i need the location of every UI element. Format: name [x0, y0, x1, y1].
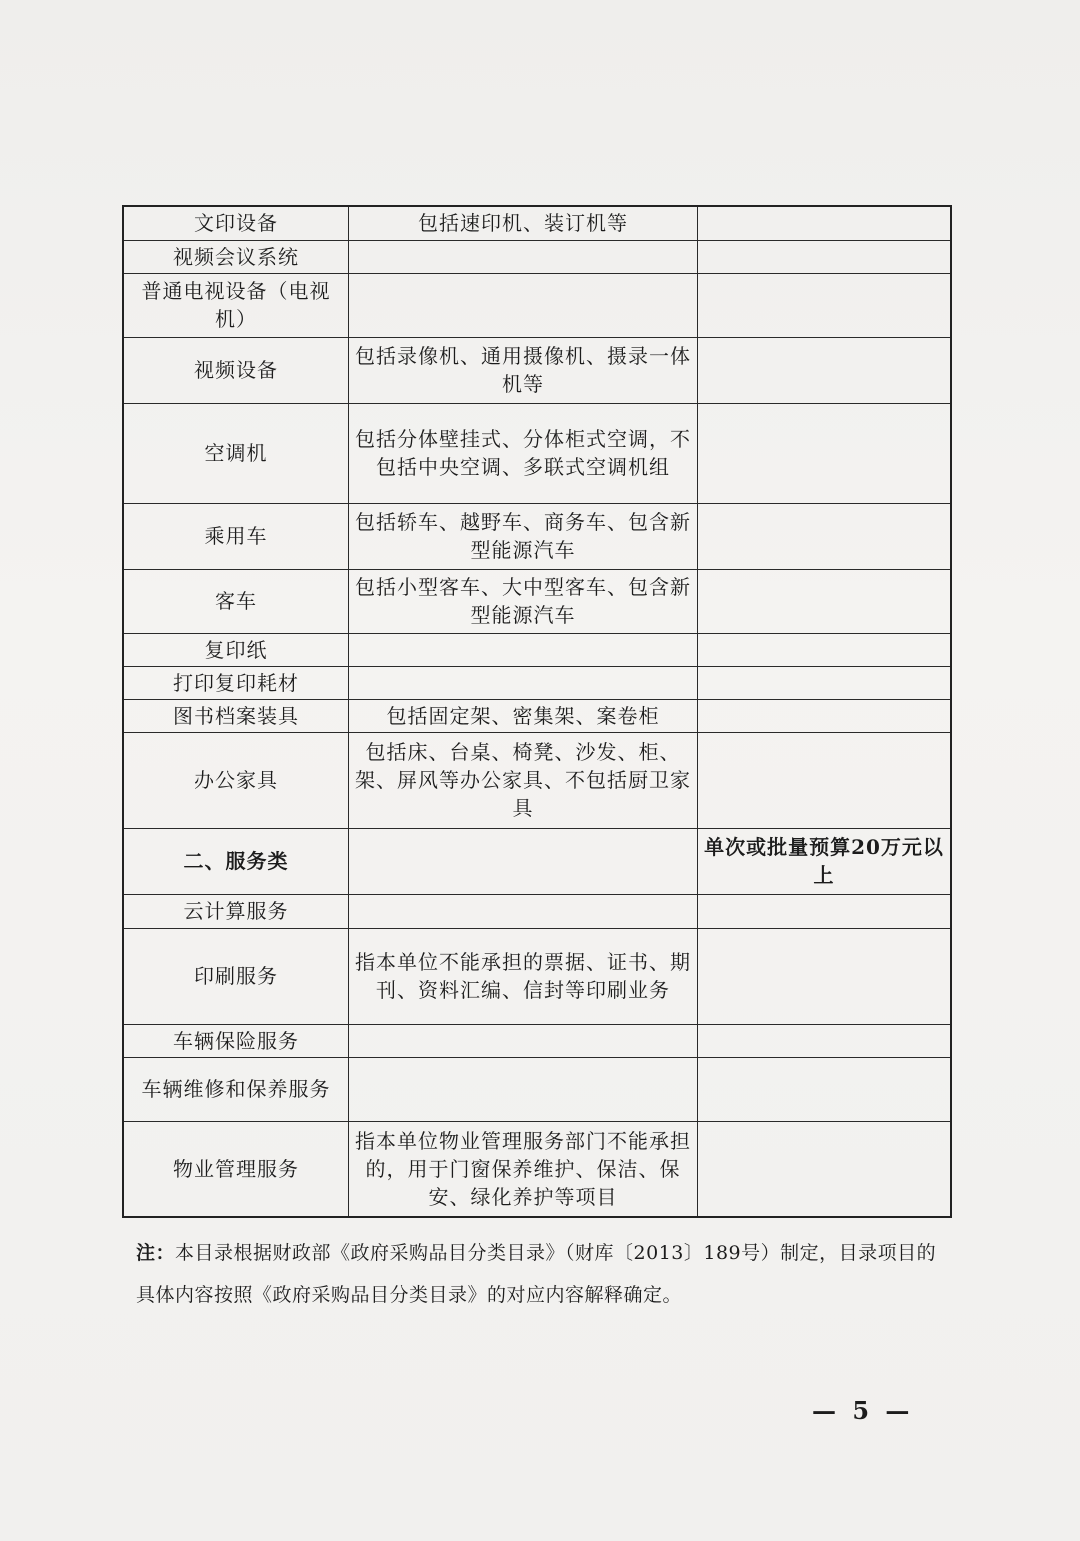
item-name-cell: 办公家具 [123, 732, 349, 828]
threshold-cell [698, 337, 952, 403]
category-heading-cell: 二、服务类 [123, 828, 349, 894]
threshold-cell [698, 894, 952, 928]
description-cell [349, 1024, 698, 1057]
item-name-cell: 车辆保险服务 [123, 1024, 349, 1057]
description-cell: 包括录像机、通用摄像机、摄录一体机等 [349, 337, 698, 403]
table-row [123, 503, 951, 569]
item-name-cell: 乘用车 [123, 503, 349, 569]
description-cell: 包括固定架、密集架、案卷柜 [349, 699, 698, 732]
description-cell: 包括分体壁挂式、分体柜式空调，不包括中央空调、多联式空调机组 [349, 403, 698, 503]
table-row [123, 699, 951, 732]
table-row [123, 928, 951, 1024]
threshold-cell [698, 403, 952, 503]
table-row [123, 569, 951, 633]
table-row [123, 633, 951, 666]
table-row [123, 894, 951, 928]
item-name-cell: 打印复印耗材 [123, 666, 349, 699]
catalog-table-wrapper [122, 205, 942, 1218]
item-name-cell: 视频设备 [123, 337, 349, 403]
description-cell [349, 273, 698, 337]
item-name-cell: 图书档案装具 [123, 699, 349, 732]
description-cell [349, 666, 698, 699]
table-row [123, 206, 951, 240]
table-row [123, 666, 951, 699]
description-cell: 包括小型客车、大中型客车、包含新型能源汽车 [349, 569, 698, 633]
threshold-cell [698, 699, 952, 732]
item-name-cell: 车辆维修和保养服务 [123, 1057, 349, 1121]
threshold-cell [698, 240, 952, 273]
description-cell [349, 633, 698, 666]
procurement-catalog-table [122, 205, 952, 1218]
table-row [123, 240, 951, 273]
description-cell: 指本单位物业管理服务部门不能承担的，用于门窗保养维护、保洁、保安、绿化养护等项目 [349, 1121, 698, 1217]
table-row [123, 403, 951, 503]
item-name-cell: 云计算服务 [123, 894, 349, 928]
item-name-cell: 物业管理服务 [123, 1121, 349, 1217]
item-name-cell: 空调机 [123, 403, 349, 503]
description-cell: 包括速印机、装订机等 [349, 206, 698, 240]
table-row [123, 1121, 951, 1217]
description-cell: 包括轿车、越野车、商务车、包含新型能源汽车 [349, 503, 698, 569]
threshold-cell [698, 633, 952, 666]
table-row [123, 337, 951, 403]
table-row [123, 732, 951, 828]
threshold-cell [698, 569, 952, 633]
item-name-cell: 视频会议系统 [123, 240, 349, 273]
item-name-cell: 客车 [123, 569, 349, 633]
threshold-cell [698, 1121, 952, 1217]
threshold-cell: 单次或批量预算20万元以上 [698, 828, 952, 894]
description-cell: 包括床、台桌、椅凳、沙发、柜、架、屏风等办公家具、不包括厨卫家具 [349, 732, 698, 828]
description-cell [349, 828, 698, 894]
footnote [136, 1232, 946, 1316]
table-row [123, 1057, 951, 1121]
description-cell [349, 1057, 698, 1121]
page-number: — 5 — [812, 1396, 914, 1425]
table-row [123, 1024, 951, 1057]
threshold-cell [698, 928, 952, 1024]
footnote-label: 注： [136, 1242, 176, 1264]
threshold-cell [698, 273, 952, 337]
table-row [123, 828, 951, 894]
threshold-cell [698, 1057, 952, 1121]
threshold-cell [698, 503, 952, 569]
description-cell [349, 894, 698, 928]
threshold-cell [698, 732, 952, 828]
table-row [123, 273, 951, 337]
item-name-cell: 印刷服务 [123, 928, 349, 1024]
description-cell [349, 240, 698, 273]
item-name-cell: 普通电视设备（电视机） [123, 273, 349, 337]
threshold-cell [698, 1024, 952, 1057]
footnote-text: 本目录根据财政部《政府采购品目分类目录》（财库〔2013〕189号）制定，目录项目的具体内容按照《政府采购品目分类目录》的对应内容解释确定。 [136, 1242, 937, 1306]
threshold-cell [698, 206, 952, 240]
threshold-cell [698, 666, 952, 699]
item-name-cell: 文印设备 [123, 206, 349, 240]
item-name-cell: 复印纸 [123, 633, 349, 666]
description-cell: 指本单位不能承担的票据、证书、期刊、资料汇编、信封等印刷业务 [349, 928, 698, 1024]
